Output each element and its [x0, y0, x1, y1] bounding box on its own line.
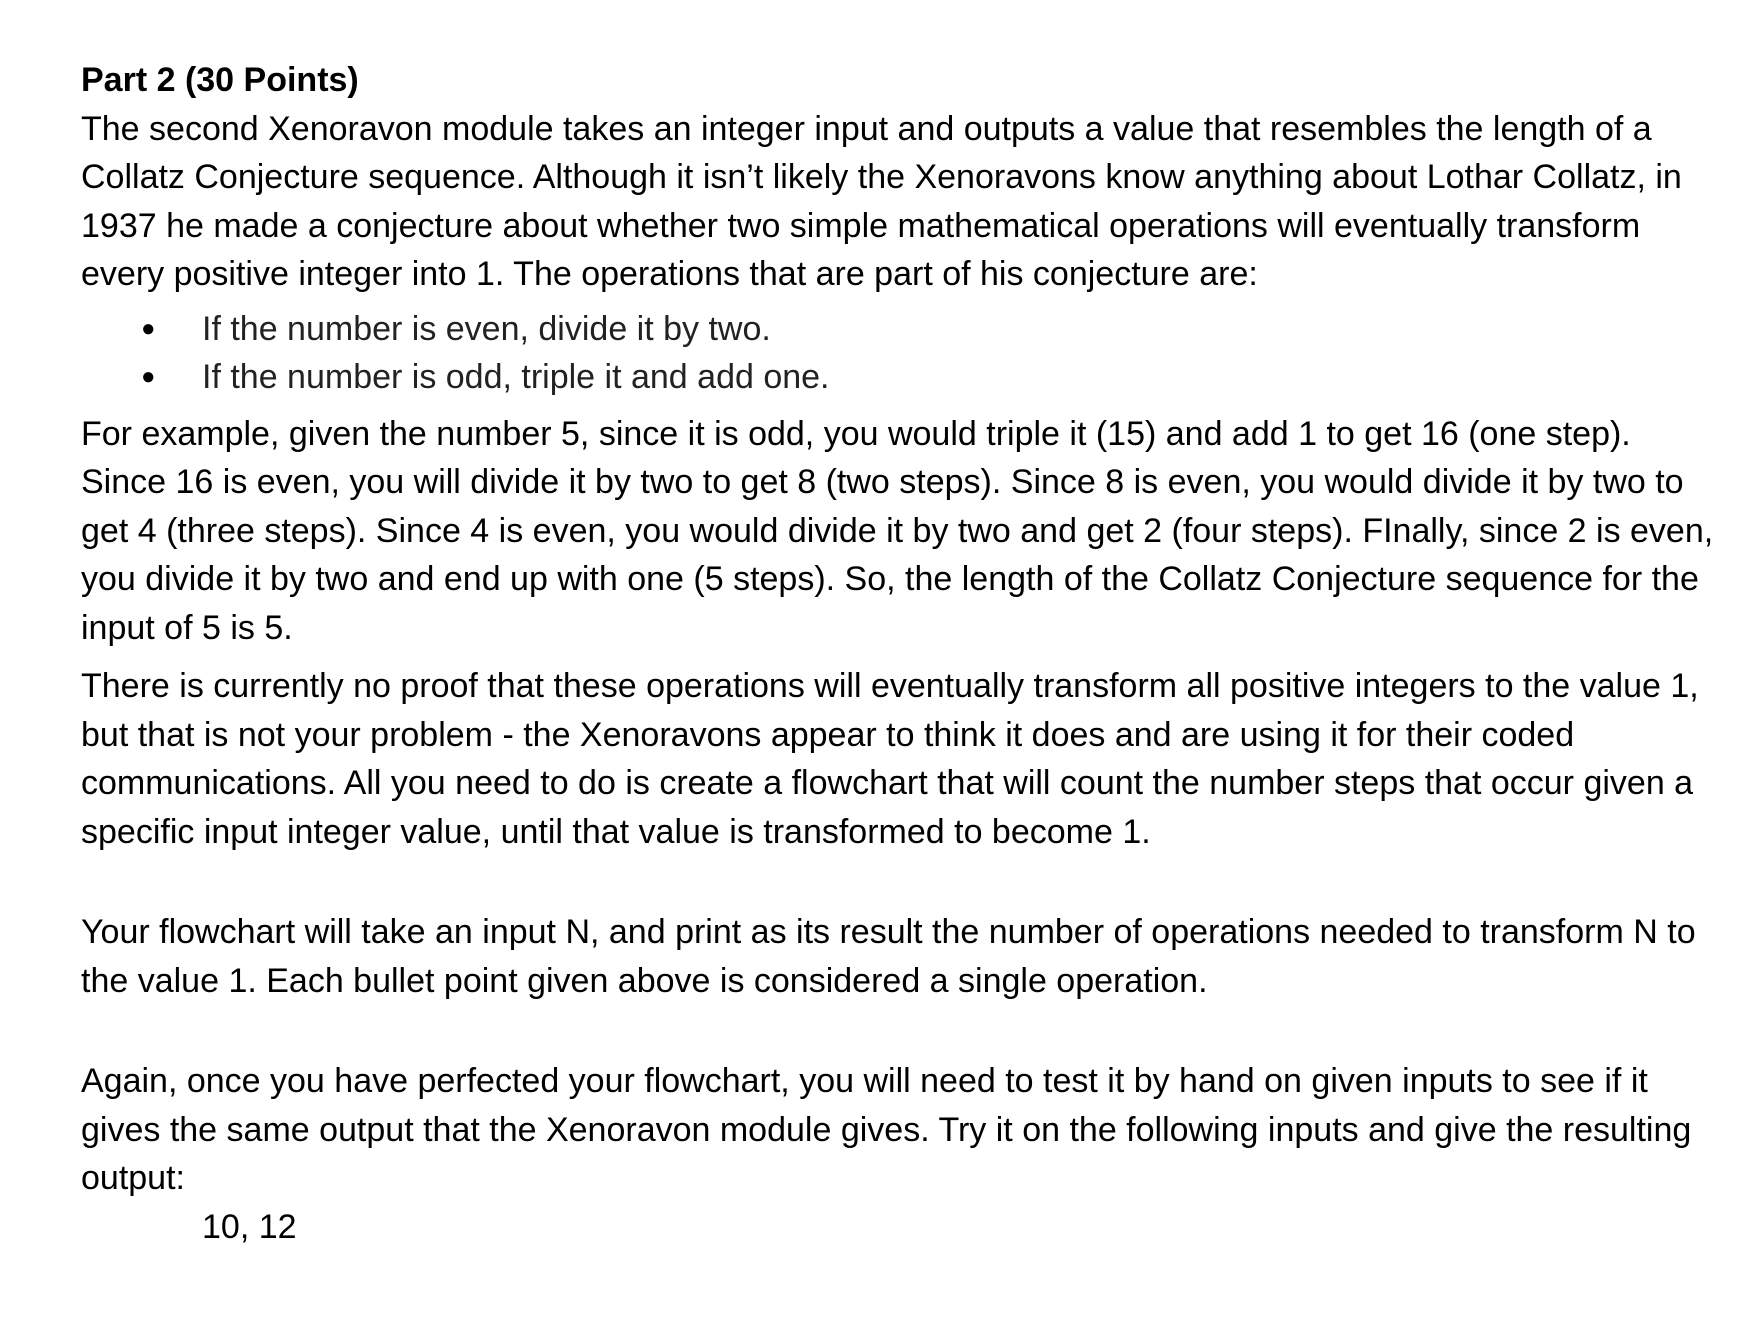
list-item [81, 305, 1721, 354]
again-paragraph: Again, once you have perfected your flowchart, you will need to test it by hand on given inputs to see if it gives the same output that the Xenoravon module gives. Try it on the following inputs and give the resulting output: [81, 1062, 1692, 1197]
flowchart-paragraph: Your flowchart will take an input N, and print as its result the number of operations needed to transform N to the value 1. Each bullet point given above is considered a single operation. [81, 913, 1696, 1000]
bullet-icon: ● [141, 363, 156, 390]
section-heading: Part 2 (30 Points) [81, 61, 359, 99]
list-item [81, 353, 1721, 402]
intro-paragraph: The second Xenoravon module takes an integer input and outputs a value that resembles the length of a Collatz Conjecture sequence. Although it isn’t likely the Xenoravons know anything about Lothar Collatz, in 1937 he made a conjecture about whether two simple mathematical operations will eventually transform every positive integer into 1. The operations that are part of his conjecture are: [81, 109, 1682, 293]
test-inputs: 10, 12 [202, 1207, 297, 1246]
no-proof-paragraph: There is currently no proof that these operations will eventually transform all positive integers to the value 1, but that is not your problem - the Xenoravons appear to think it does and are using it for their coded communications. All you need to do is create a flowchart that will count the number steps that occur given a specific input integer value, until that value is transformed to become 1. [81, 667, 1699, 851]
document-body [81, 56, 1721, 1251]
bullet-icon: ● [141, 314, 156, 342]
list-item-text: If the number is even, divide it by two. [202, 309, 771, 348]
operations-list [81, 305, 1721, 402]
example-paragraph: For example, given the number 5, since it is odd, you would triple it (15) and add 1 to get 16 (one step). Since 16 is even, you will divide it by two to get 8 (two steps). Since 8 is even, you would divide it by two to get 4 (three steps). Since 4 is even, you would divide it by two and get 2 (four steps). FInally, since 2 is even, you divide it by two and end up with one (5 steps). So, the length of the Collatz Conjecture sequence for the input of 5 is 5. [81, 414, 1714, 647]
list-item-text: If the number is odd, triple it and add one. [202, 358, 830, 396]
